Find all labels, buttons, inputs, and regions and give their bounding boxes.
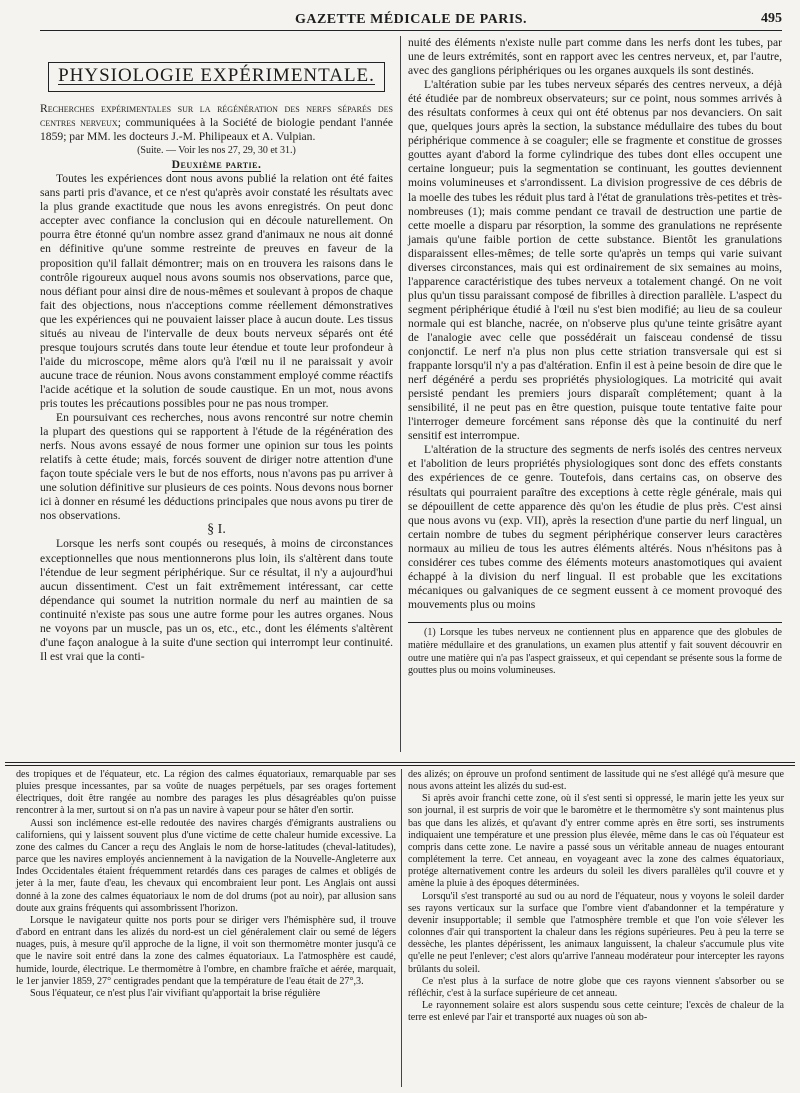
paragraph: Lorsqu'il s'est transporté au sud ou au nord de l'équateur, nous y voyons le soleil darder ses rayons verticaux sur la surface que l'ombre vient d'abandonner et la température y devenir insupportable; il semble que l'atmosphère tremble et que l'on voie s'élever les colonnes d'air qui transportent la chaleur dans les régions supérieures. Peu à peu la terre se dessèche, les plantes dépérissent, les animaux languissent, la chaleur s'accumule plus vite qu'elle ne peut l'enlever; c'est alors qu'arrive l'anneau modérateur pour intercepter les rayons brûlants du soleil. <box>408 890 784 975</box>
paragraph: Lorsque les nerfs sont coupés ou resequés, à moins de circonstances exceptionnelles que nous mentionnerons plus loin, ils s'altèrent dans toute l'étendue de leur segment périphérique. Sur ce résultat, il n'y a aujourd'hui aucun dissentiment. C'est un fait extrêmement intéressant, car cette dépendance qui soumet la nutrition normale du nerf au maintien de sa continuité n'existe pas sous une autre forme pour les autres organes. Nous ne voyons par un muscle, pas un os, etc., etc., dont les éléments s'altèrent d'une façon analogue à la suite d'une section qui interrompt leur continuité. Il est vrai que la conti- <box>40 537 393 663</box>
left-column <box>40 36 393 664</box>
paragraph: Si après avoir franchi cette zone, où il s'est senti si oppressé, le marin jette les yeux sur son journal, il est surpris de voir que le baromètre et le thermomètre s'y sont maintenus plus bas que dans les alizés, et qu'avant d'y entrer comme après en être sorti, ses instruments indiquaient une température et une pression plus élevée, même dans le cas où l'équateur est compris dans cette zone. Le navire a passé sous un véritable anneau de nuages entourant complétement la terre. Cet anneau, en voyageant avec la zone des calmes équatoriaux, protége alternativement contre les ardeurs du soleil les divers parallèles qu'il couvre et y amène la pluie à des époques déterminées. <box>408 793 784 890</box>
paragraph: Ce n'est plus à la surface de notre globe que ces rayons viennent s'absorber ou se réfléchir, c'est à la surface supérieure de cet anneau. <box>408 975 784 999</box>
paragraph: Sous l'équateur, ce n'est plus l'air vivifiant qu'apportait la brise régulière <box>30 987 321 999</box>
column-divider <box>400 36 401 752</box>
paragraph: des alizés; on éprouve un profond sentiment de lassitude qui ne s'est allégé qu'à mesure que nous avons atteint les alizés du sud-est. <box>408 769 784 793</box>
footnote: (1) Lorsque les tubes nerveux ne contiennent plus en apparence que des globules de matière médullaire et des granulations, un examen plus attentif y fait souvent découvrir en outre une matière qui n'a pas l'aspect graisseux, et qui cependant se présente sous la forme de gouttes plus ou moins volumineuses. <box>408 626 782 677</box>
right-column <box>408 36 782 678</box>
feuilleton-divider <box>5 762 795 766</box>
section-number: § I. <box>207 522 226 538</box>
paragraph: des tropiques et de l'équateur, etc. La région des calmes équatoriaux, remarquable par ses pluies presque incessantes, par sa voûte de nuages perpétuels, par ses orages fortement électriques, doit être rangée au nombre des parages les plus désagréables qu'on puisse rencontrer à la mer, surtout si on n'a pas un navire à vapeur pour se hâter d'en sortir. <box>16 769 396 817</box>
paragraph: Aussi son inclémence est-elle redoutée des navires chargés d'émigrants australiens ou californiens, qui y laissent souvent plus d'une victime de cette chaleur humide excessive. La zone des calmes du Cancer a reçu des Anglais le nom de horse-latitudes (cheval-latitudes), parce que les navires employés anciennement à la navigation de la Nouvelle-Angleterre aux Indes Occidentales étaient fréquemment retardés dans ces parages de calmes et obligés de jeter à la mer, faute d'eau, les chevaux qui encombraient leur pont. Les Anglais ont aussi donné à la zone des calmes équatoriaux le nom de dol drums (pot au noir), par allusion sans doute aux grains fréquents qui assombrissent l'horizon. <box>16 817 396 914</box>
paragraph: Toutes les expériences dont nous avons publié la relation ont été faites sans parti pris d'avance, et ce n'est qu'après avoir constaté les résultats avec la plus grande exactitude que nous les avons enregistrés. On peut donc accepter avec confiance la conclusion qui en découle naturellement. On pourra être étonné qu'un nombre assez grand d'animaux ne nous ait donné en définitive qu'une somme restreinte de preuves en faveur de la proposition qu'il fallait démontrer; mais on en trouvera les raisons dans le contrôle rigoureux auquel nous avons soumis nos observations, parce que, nous défiant pour ainsi dire de nous-mêmes et soulevant à propos de chaque fait des objections, nous n'acceptions comme réellement démonstratives que les expériences qui ne pouvaient laisser place à aucun doute. Les tissus situés au niveau de l'intervalle de deux bouts nerveux séparés ont été presque toujours scrutés dans toute leur étendue et toute leur profondeur à l'aide du microscope, même alors qu'à l'œil nu il ne paraissait y avoir aucune trace de réunion. Nous avons constamment employé comme réactifs l'acide acétique et la solution de soude caustique. En un mot, nous avons pris toutes les précautions possibles pour ne pas nous tromper. <box>40 172 393 410</box>
paragraph: En poursuivant ces recherches, nous avons rencontré sur notre chemin la plupart des questions qui se rapportent à l'étude de la régénération des nerfs. Nous avons essayé de nous former une opinion sur tous les points relatifs à cette étude; mais, forcés souvent de diriger notre attention d'une façon toute spéciale vers le but de nos efforts, nous n'avons pas pu arriver à une solution définitive sur plusieurs de ces points. Nous devons nous borner ici à donner en résumé les déductions principales que nous avons pu tirer de nos observations. <box>40 411 393 523</box>
article-intro <box>40 102 393 144</box>
article-title: Recherches expérimentales sur la régénération des nerfs séparés des centres nerveux <box>40 102 393 130</box>
bottom-left-column <box>16 769 396 1000</box>
page-number: 495 <box>761 11 782 26</box>
paragraph: Le rayonnement solaire est alors suspendu sous cette ceinture; l'excès de chaleur de la terre est enlevé par l'air et transporté aux nuages où son ab- <box>408 999 784 1024</box>
section-title-box <box>48 62 385 92</box>
footnote-divider <box>408 622 782 623</box>
section-title: PHYSIOLOGIE EXPÉRIMENTALE. <box>58 65 375 87</box>
page-header <box>40 10 782 31</box>
paragraph: Lorsque le navigateur quitte nos ports pour se diriger vers l'hémisphère sud, il trouve d'abord en entrant dans les alizés du nord-est un ciel généralement clair ou semé de légers nuages, puis, à mesure qu'il approche de la ligne, il voit son thermomètre monter jusqu'à ce que le navire soit entré dans la zone des calmes équatoriaux. La l'atmosphère est caudé, humide, lourde, électrique. Le thermomètre à l'ombre, en chambre fraîche et aérée, marquait, le 1er janvier 1859, 27° centigrades pendant que la température de l'eau était de 27°,3. <box>16 914 396 987</box>
part-heading-wrap <box>40 158 393 172</box>
continuation-note: (Suite. — Voir les nos 27, 29, 30 et 31.) <box>137 145 296 157</box>
paragraph: L'altération de la structure des segments de nerfs isolés des centres nerveux et l'abolition de leurs propriétés physiologiques sont donc des effets constants des expériences de ce genre. Toutefois, dans certains cas, on observe des résultats qui pourraient paraître des exceptions à cette règle générale, mais qui se dépouillent de cette apparence dès qu'on les étudie de plus près. C'est ainsi que nous avons vu (exp. VII), après la resection d'une partie du nerf lingual, un certain nombre de tubes du segment périphérique conserver leurs caractères normaux au milieu de tous les autres éléments altérés. Nous n'hésitons pas à considérer ces tubes comme des éléments moteurs anastomotiques qui avaient échappé à la division du nerf lingual. Il est probable que les excitations mécaniques ou galvaniques de ce segment eussent à ce moment provoqué des mouvements plus ou moins <box>408 443 782 611</box>
paragraph: L'altération subie par les tubes nerveux séparés des centres nerveux, a déjà été étudiée par de nombreux observateurs; sur ce point, nous sommes arrivés à des résultats conformes à ceux qui ont été obtenus par nos devanciers. On sait que, quelques jours après la section, la substance médullaire des tubes du bout périphérique commence à se coaguler; elle se fragmente et constitue de grosses gouttes ayant d'abord la forme cylindrique des tubes dont elles occupent une certaine longueur; puis la segmentation se continuant, les gouttes deviennent moins volumineuses et s'arrondissent. La division progressive de ces débris de la moelle des tubes les réduit plus tard à l'état de granulations très-petites et très-nombreuses (1); mais comme pendant ce travail de destruction une partie de cette moelle a disparu par résorption, la somme des granulations ne représente jamais qu'une faible portion de cette substance. Bientôt les granulations disparaissent elles-mêmes; de telle sorte qu'après un temps qui varie suivant diverses circonstances, mais qui est ordinairement de six semaines au moins, l'apparence caractéristique des tubes nerveux a totalement changé. On ne voit plus qu'un tissu paraissant composé de fibrilles à direction parallèle. L'aspect du segment périphérique étudié à l'œil nu s'est bien modifié; au lieu de sa couleur normale qui est blanche, nacrée, on n'observe plus qu'une teinte grisâtre ayant de l'analogie avec celle que possédérait un faisceau condensé de tissu conjonctif. Le nerf n'a plus non plus cette striation transversale qui est si frappante lorsqu'il n'y a pas d'altération. Enfin il est à peine besoin de dire que le nerf dégénéré a perdu ses propriétés physiologiques. La motricité qui avait persisté pendant les premiers jours disparaît complétement; quant à la sensibilité, il ne peut pas en être question, puisque toute tentative faite pour l'interroger demeure forcément sans réponse dès que la continuité du nerf sensitif est interrompue. <box>408 78 782 443</box>
bottom-right-column <box>408 769 784 1024</box>
journal-title: GAZETTE MÉDICALE DE PARIS. <box>294 12 528 27</box>
article-byline: ; communiquées à la Société de biologie pendant l'année 1859; par MM. les docteurs J.-M. Philipeaux et A. Vulpian. <box>40 116 394 144</box>
part-heading: Deuxième partie. <box>171 158 262 172</box>
column-divider <box>401 769 402 1087</box>
paragraph: nuité des éléments n'existe nulle part comme dans les nerfs dont les tubes, par une de leurs extrémités, sont en rapport avec les centres nerveux, et, par l'autre, avec des ganglions périphériques ou les organes auxquels ils sont destinés. <box>408 36 782 78</box>
